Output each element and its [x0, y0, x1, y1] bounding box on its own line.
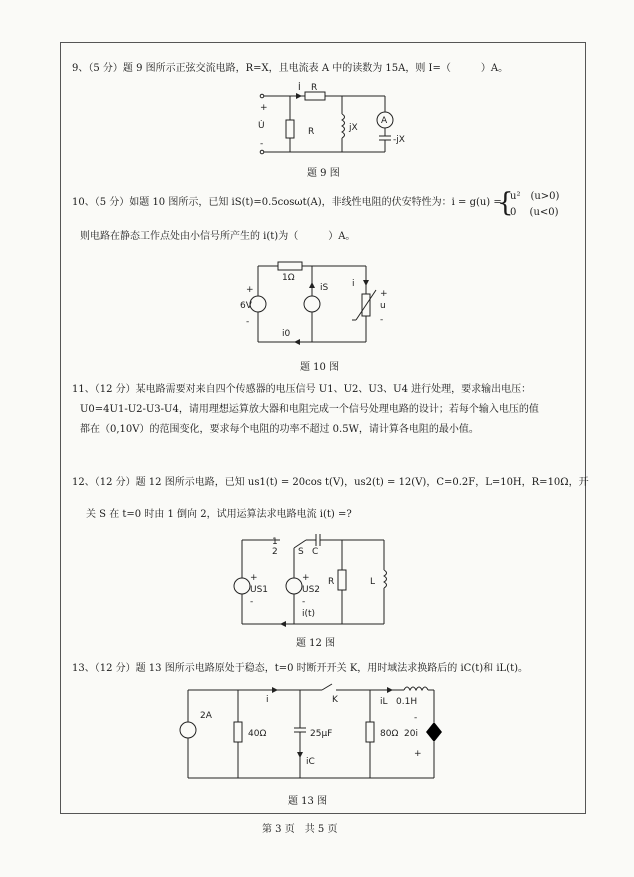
q9-label-R-series: R	[311, 83, 318, 93]
q12-label-R: R	[328, 577, 335, 587]
q12-label-it: i(t)	[302, 609, 316, 619]
q12-label-L: L	[370, 577, 376, 587]
q13-circuit	[182, 682, 442, 786]
q10-voltage-source	[250, 296, 266, 312]
q13-resistor-40	[234, 722, 242, 742]
q9-label-minus-jX: -jX	[393, 135, 405, 145]
q9-terminal-bottom	[260, 150, 264, 154]
q10-brace: {	[497, 188, 514, 218]
q9-inductor	[342, 114, 345, 138]
q10-piece-1: u² (u>0)	[510, 191, 560, 202]
q12-line-2: 关 S 在 t=0 时由 1 倒向 2，试用运算法求电路电流 i(t) =?	[86, 509, 352, 520]
q9-caption: 题 9 图	[307, 168, 340, 179]
q9-resistor-shunt	[286, 120, 294, 138]
q13-text: 13、（12 分）题 13 图所示电路原处于稳态，t=0 时断开开关 K，用时域法求换路后的 iC(t)和 iL(t)。	[72, 663, 528, 674]
q13-label-I: 2A	[200, 711, 212, 721]
q12-label-minus-2: -	[302, 597, 306, 607]
q9-label-jX: jX	[349, 123, 358, 133]
q12-label-S: S	[298, 547, 304, 557]
q10-label-u: u	[380, 301, 386, 311]
q10-caption: 题 10 图	[300, 362, 340, 373]
q13-caption: 题 13 图	[288, 796, 328, 807]
q12-source-us1	[234, 578, 250, 594]
q10-current-source	[304, 296, 320, 312]
q13-resistor-80	[366, 722, 374, 742]
q10-label-is: iS	[320, 283, 329, 293]
q13-label-minus: -	[414, 713, 418, 723]
q10-text: 10、（5 分）如题 10 图所示，已知 iS(t)=0.5cosωt(A)，非线性电阻的伏安特性为：i = g(u) =	[72, 197, 502, 208]
q12-label-C: C	[312, 547, 319, 557]
q12-source-us2	[286, 578, 302, 594]
q9-text: 9、（5 分）题 9 图所示正弦交流电路，R=X，且电流表 A 中的读数为 15A，则 I=（ ）A。	[72, 63, 509, 74]
q13-label-K: K	[332, 695, 338, 705]
q13-label-iL: iL	[380, 697, 388, 707]
q10-text-2: 则电路在静态工作点处由小信号所产生的 i(t)为（ ）A。	[80, 231, 356, 242]
q9-label-I: İ	[298, 83, 301, 93]
q13-label-R2: 80Ω	[380, 729, 399, 739]
q9-current-arrow	[296, 93, 302, 99]
q9-resistor-series	[305, 92, 325, 100]
q9-label-U: U̇	[258, 121, 265, 131]
q12-label-minus-1: -	[250, 597, 254, 607]
q13-label-plus: +	[414, 749, 422, 759]
q12-label-us1: US1	[250, 585, 269, 595]
q12-label-plus-1: +	[250, 573, 258, 583]
q13-current-source	[180, 722, 196, 738]
q10-label-minus-u: -	[380, 315, 384, 325]
q11-paragraph	[72, 380, 572, 440]
page-footer: 第 3 页 共 5 页	[262, 824, 338, 835]
q13-label-dep: 20i	[404, 729, 418, 739]
q12-label-1: 1	[272, 537, 278, 547]
q13-inductor	[404, 687, 428, 690]
q13-label-i: i	[266, 695, 269, 705]
q13-dependent-source	[426, 722, 442, 742]
q9-label-A: A	[381, 116, 388, 126]
q9-terminal-top	[260, 94, 264, 98]
q10-label-minus: -	[246, 317, 250, 327]
q11-line-2: U0=4U1-U2-U3-U4，请用理想运算放大器和电阻完成一个信号处理电路的设计；若每个输入电压的值	[80, 404, 539, 415]
q9-label-minus: -	[260, 139, 264, 149]
q12-label-plus-2: +	[302, 573, 310, 583]
q12-label-2: 2	[272, 547, 278, 557]
q10-resistor	[278, 262, 302, 270]
q10-label-plus-u: +	[380, 289, 388, 299]
q10-label-plus: +	[246, 285, 254, 295]
q13-label-C: 25μF	[310, 729, 333, 739]
q10-label-i0: i0	[282, 329, 291, 339]
q11-line-3: 都在（0,10V）的范围变化，要求每个电阻的功率不超过 0.5W，请计算各电阻的最小值。	[80, 424, 479, 435]
q13-label-iC: iC	[306, 757, 315, 767]
q12-line-1: 12、（12 分）题 12 图所示电路，已知 us1(t) = 20cos t(V)，us2(t) = 12(V)，C=0.2F，L=10H，R=10Ω，开	[72, 477, 589, 488]
q12-circuit	[236, 532, 396, 632]
q9-label-R-shunt: R	[308, 127, 315, 137]
q12-label-us2: US2	[302, 585, 321, 595]
q13-label-R1: 40Ω	[248, 729, 267, 739]
q10-label-V: 6V	[240, 301, 252, 311]
q12-caption: 题 12 图	[296, 638, 336, 649]
q13-switch	[322, 684, 332, 690]
q12-inductor	[384, 570, 387, 588]
q10-label-R: 1Ω	[282, 273, 295, 283]
q11-line-1: 11、（12 分）某电路需要对来自四个传感器的电压信号 U1、U2、U3、U4 进行处理，要求输出电压：	[72, 384, 532, 395]
q10-piece-2: 0 (u<0)	[510, 207, 559, 218]
q13-label-L: 0.1H	[396, 697, 418, 707]
q10-circuit	[240, 258, 400, 350]
q9-label-plus: +	[260, 103, 268, 113]
q12-resistor	[338, 570, 346, 590]
q9-circuit	[250, 82, 410, 162]
q10-label-i: i	[352, 279, 355, 289]
